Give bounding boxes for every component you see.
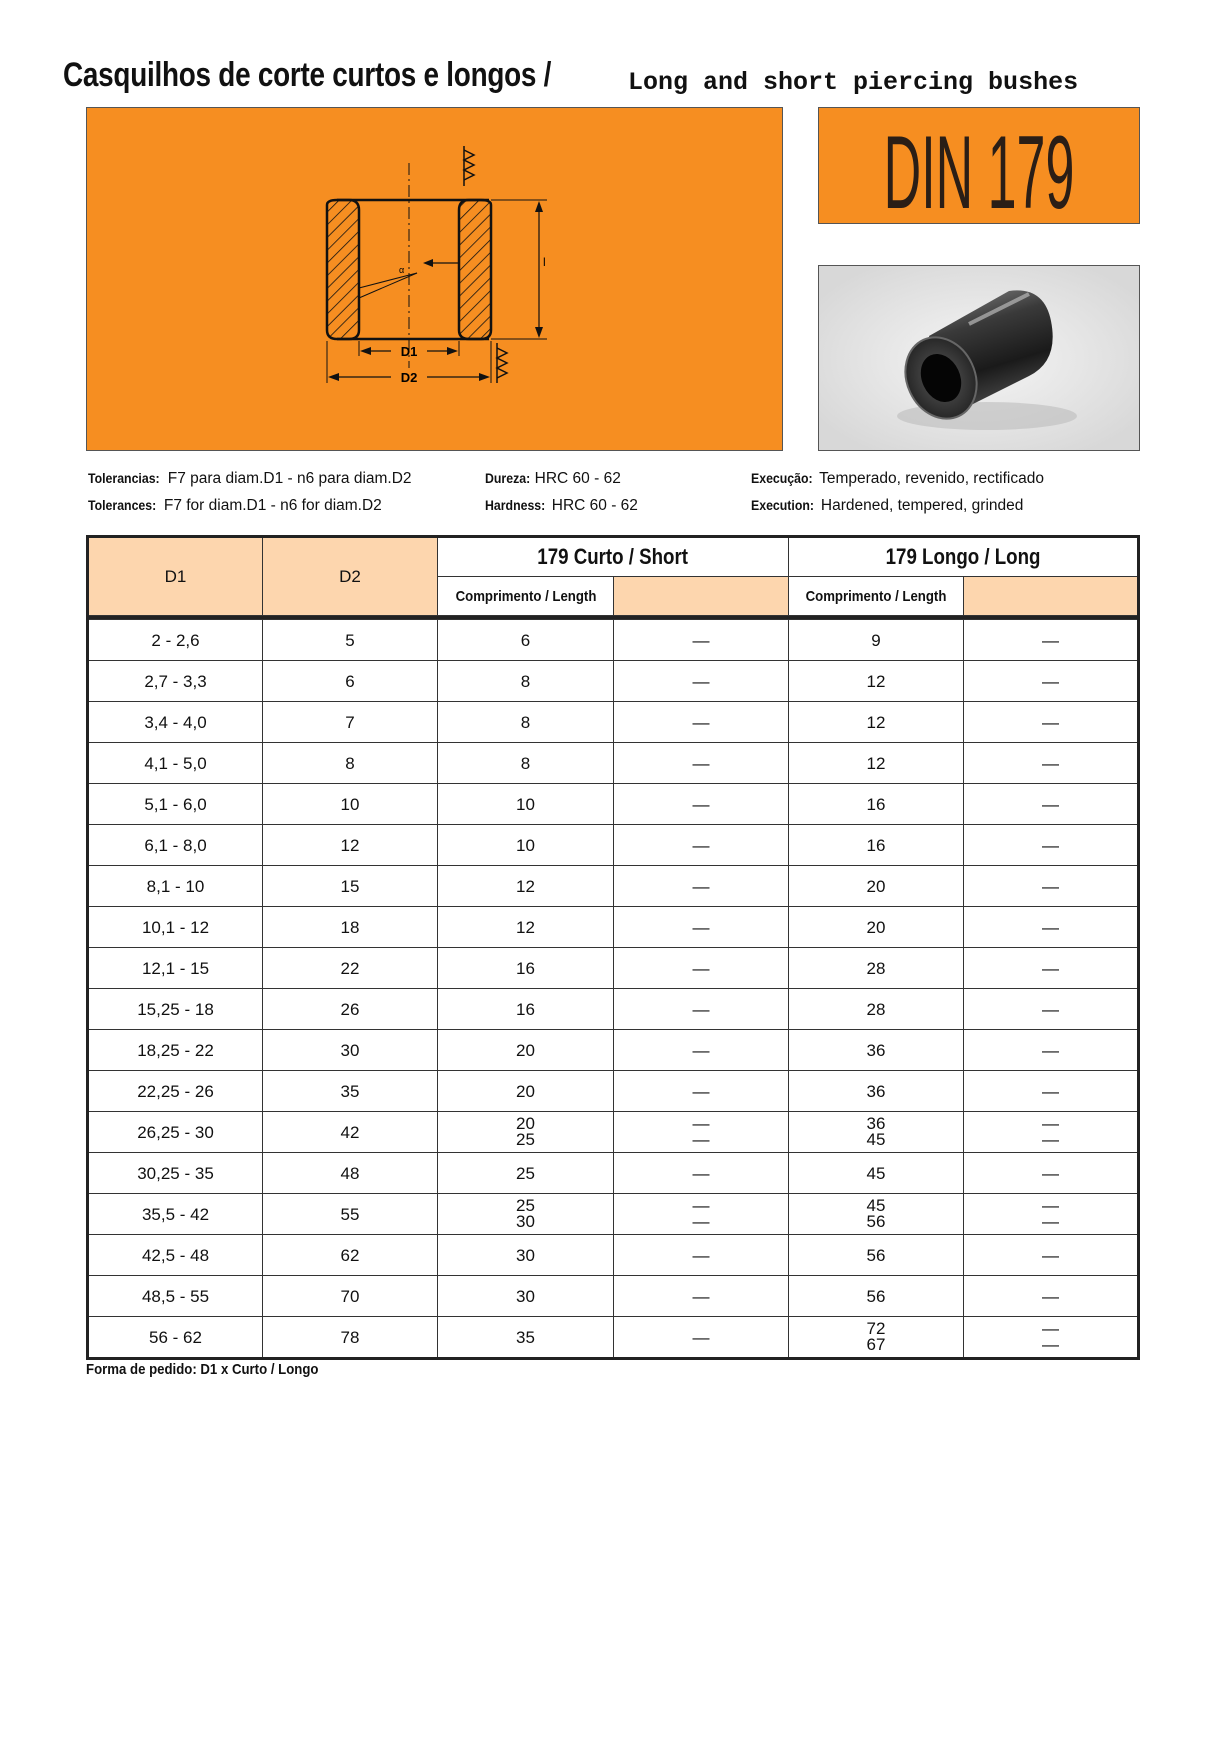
cell-short-length-value: 30 [516,1245,535,1265]
cell-short-length-value: 20 [516,1114,535,1133]
cell-long-length [789,1235,964,1276]
table-row [88,1276,1139,1317]
cell-short-length [438,1194,614,1235]
cell-short-extra [614,1194,789,1235]
cell-long-extra [964,1194,1139,1235]
cell-d2 [263,1112,438,1153]
cell-d1-value: 4,1 - 5,0 [144,753,207,773]
cell-long-extra [964,743,1139,784]
page-title [63,56,1079,97]
column-header-d2: D2 [263,537,438,616]
cell-short-extra-value: — [692,1286,710,1306]
cell-d1-value: 6,1 - 8,0 [144,835,207,855]
cell-short-extra [614,1317,789,1359]
spec-label: Execução: [751,470,813,486]
cell-long-extra-value: — [1042,958,1059,978]
cell-d1 [88,1276,263,1317]
cell-short-length [438,743,614,784]
cell-d1-value: 15,25 - 18 [137,999,214,1019]
cell-short-length [438,1030,614,1071]
cell-long-length-value: 20 [866,876,886,896]
cell-long-extra [964,1153,1139,1194]
cell-short-extra-value: — [692,1163,710,1183]
cell-d1 [88,907,263,948]
d2-label: D2 [400,370,418,385]
cell-short-length [438,1235,614,1276]
cell-long-length [789,825,964,866]
subheader-short-length [438,577,614,616]
cell-d1 [88,1194,263,1235]
table-row [88,948,1139,989]
cell-short-length-value: 25 [516,1130,535,1149]
cell-d2 [263,743,438,784]
bush-photo-illustration [819,266,1140,451]
cell-long-extra [964,825,1139,866]
cell-d1 [88,784,263,825]
cell-d2-value: 42 [340,1122,360,1142]
cell-short-length [438,620,614,661]
subheader-long-length [789,577,964,616]
cell-d1 [88,1071,263,1112]
cell-short-length-value: 8 [520,753,531,773]
table-row [88,907,1139,948]
cell-long-extra [964,907,1139,948]
cell-d2 [263,784,438,825]
cell-d2-value: 48 [340,1163,360,1183]
cell-long-length-value: 56 [866,1245,886,1265]
cell-long-extra-value: — [1042,1040,1059,1060]
cell-long-extra-value: — [1042,999,1059,1019]
cell-long-extra-value: — [1042,753,1059,773]
cell-d1-value: 12,1 - 15 [141,958,210,978]
cell-d1 [88,948,263,989]
cell-short-extra-value: — [692,794,710,814]
cell-short-extra [614,825,789,866]
table-row [88,1153,1139,1194]
cell-d2-value: 55 [340,1204,360,1224]
cell-short-extra-value: — [692,958,710,978]
cell-short-length-value: 30 [516,1212,535,1231]
cell-d2 [263,702,438,743]
cell-long-length-value: 28 [866,999,886,1019]
cell-d1-value: 42,5 - 48 [141,1245,210,1265]
cell-short-length [438,702,614,743]
cell-short-extra-value: — [692,1196,710,1215]
cell-short-length [438,1153,614,1194]
cell-short-extra [614,989,789,1030]
cell-d1 [88,702,263,743]
table-row [88,1317,1139,1359]
cell-long-length [789,784,964,825]
cell-long-length [789,948,964,989]
cell-d2 [263,1153,438,1194]
spec-execution-pt [751,470,1044,488]
cell-long-extra-value: — [1042,794,1059,814]
cell-long-extra-value: — [1042,1286,1059,1306]
cell-d1 [88,866,263,907]
cell-short-extra-value: — [692,671,710,691]
table-row [88,866,1139,907]
cell-long-length [789,1071,964,1112]
cell-long-extra-value: — [1042,630,1059,650]
technical-drawing [86,107,783,451]
cell-d1-value: 5,1 - 6,0 [144,794,207,814]
cell-short-length [438,1071,614,1112]
table-row [88,1235,1139,1276]
cell-short-length [438,1112,614,1153]
spec-tolerances-en [88,497,382,515]
cell-long-length-value: 36 [866,1081,886,1101]
cell-short-length-value: 30 [516,1286,535,1306]
cell-d2-value: 78 [340,1327,360,1347]
cell-short-length [438,784,614,825]
cell-long-length-value: 12 [866,753,886,773]
cell-long-length-value: 12 [866,671,886,691]
cell-long-length-value: 56 [866,1286,886,1306]
cell-d2 [263,1194,438,1235]
cell-long-extra [964,989,1139,1030]
cell-long-length-value: 20 [866,917,886,937]
table-row [88,661,1139,702]
d1-label: D1 [400,344,418,359]
cell-d1 [88,1235,263,1276]
cell-short-extra [614,1235,789,1276]
cell-short-length-value: 35 [516,1327,535,1347]
cell-long-length [789,1112,964,1153]
cell-short-extra-value: — [692,753,710,773]
cell-d1-value: 30,25 - 35 [137,1163,214,1183]
cell-long-length-value: 16 [866,794,886,814]
cell-short-extra [614,1276,789,1317]
order-note-text: Forma de pedido: D1 x Curto / Longo [86,1361,319,1378]
cell-d2 [263,661,438,702]
cell-d2-value: 7 [345,712,355,732]
cell-short-extra [614,620,789,661]
cell-short-length [438,1317,614,1359]
cell-d2 [263,1071,438,1112]
table-row [88,620,1139,661]
svg-text:α: α [399,265,405,275]
cell-long-extra-value: — [1042,876,1059,896]
din-number: DIN 179 [883,115,1075,225]
cell-short-extra-value: — [692,835,710,855]
cell-long-length [789,907,964,948]
spec-hardness-en [485,497,638,515]
subheader-long-empty [964,577,1139,616]
cell-long-extra [964,1030,1139,1071]
spec-label: Tolerancias: [88,470,160,486]
cell-long-extra [964,620,1139,661]
title-english: Long and short piercing bushes [628,68,1079,97]
cell-long-length [789,661,964,702]
cell-long-extra-value: — [1042,1081,1059,1101]
cell-d2-value: 35 [340,1081,360,1101]
cell-d1-value: 48,5 - 55 [141,1286,210,1306]
spec-tolerances-pt [88,470,412,488]
cell-d2-value: 5 [345,630,355,650]
cell-short-length-value: 8 [520,671,531,691]
cell-short-extra-value: — [692,1130,710,1149]
table-row [88,702,1139,743]
cell-d2 [263,1030,438,1071]
cell-short-extra-value: — [692,630,710,650]
cell-long-extra-value: — [1042,1114,1059,1133]
cell-long-extra [964,1317,1139,1359]
cell-long-length-value: 67 [866,1335,886,1354]
cell-long-length [789,1194,964,1235]
column-header-d1: D1 [88,537,263,616]
cell-d2 [263,825,438,866]
spec-value: Hardened, tempered, grinded [820,497,1024,514]
cell-short-length [438,661,614,702]
spec-value: F7 para diam.D1 - n6 para diam.D2 [167,470,412,487]
cell-long-length [789,989,964,1030]
cell-short-length [438,989,614,1030]
group-header-short [438,537,789,577]
cell-short-extra-value: — [692,1245,710,1265]
cell-d2-value: 15 [340,876,360,896]
table-row [88,989,1139,1030]
cell-d1-value: 10,1 - 12 [141,917,210,937]
cell-d1-value: 8,1 - 10 [146,876,205,896]
cell-short-extra [614,1030,789,1071]
cell-d1 [88,1112,263,1153]
cell-long-extra [964,866,1139,907]
table-row [88,1112,1139,1153]
cell-long-extra [964,1112,1139,1153]
subheader-text: Comprimento / Length [805,587,947,605]
cell-short-extra [614,866,789,907]
cell-d1-value: 22,25 - 26 [137,1081,214,1101]
group-header-short-text: 179 Curto / Short [537,544,689,569]
table-body [88,616,1139,1359]
cell-short-extra-value: — [692,1327,710,1347]
cell-short-length-value: 10 [516,794,535,814]
cell-short-length-value: 6 [520,630,531,650]
cell-short-length-value: 16 [516,958,535,978]
cell-short-length [438,948,614,989]
spec-execution-en [751,497,1023,515]
cell-short-extra-value: — [692,1081,710,1101]
cell-d2 [263,989,438,1030]
cell-long-length [789,702,964,743]
cell-short-length-value: 12 [516,917,535,937]
cell-long-extra-value: — [1042,1335,1059,1354]
cell-short-extra-value: — [692,999,710,1019]
cell-d2 [263,1317,438,1359]
cell-long-length-value: 9 [871,630,881,650]
cell-long-length-value: 28 [866,958,886,978]
cell-short-length-value: 16 [516,999,535,1019]
cell-short-extra [614,1071,789,1112]
cell-long-extra [964,1235,1139,1276]
cell-d2-value: 26 [340,999,360,1019]
table-row [88,1030,1139,1071]
cell-d1 [88,1153,263,1194]
table-row [88,1194,1139,1235]
spec-value: HRC 60 - 62 [534,470,621,487]
cell-d1 [88,620,263,661]
cell-short-length [438,825,614,866]
cell-d1 [88,1030,263,1071]
cell-short-extra [614,661,789,702]
cell-long-extra-value: — [1042,1212,1059,1231]
cell-short-length-value: 25 [516,1196,535,1215]
cell-long-extra [964,1071,1139,1112]
cell-d2-value: 6 [345,671,355,691]
cell-long-extra [964,702,1139,743]
cell-short-length [438,866,614,907]
spec-value: HRC 60 - 62 [551,497,638,514]
cell-d2-value: 22 [340,958,360,978]
table-row [88,1071,1139,1112]
cell-short-length-value: 20 [516,1040,535,1060]
cell-short-length-value: 12 [516,876,535,896]
cell-d2-value: 62 [340,1245,360,1265]
cell-long-extra-value: — [1042,1163,1059,1183]
cell-d1-value: 18,25 - 22 [137,1040,214,1060]
cell-d2 [263,866,438,907]
cell-short-extra-value: — [692,917,710,937]
cell-d2-value: 70 [340,1286,360,1306]
cell-short-length [438,1276,614,1317]
cell-long-length-value: 45 [866,1196,886,1215]
cell-d1 [88,825,263,866]
spec-value: F7 for diam.D1 - n6 for diam.D2 [163,497,382,514]
cell-long-length-value: 72 [866,1319,886,1338]
cell-long-extra-value: — [1042,671,1059,691]
cell-short-extra [614,743,789,784]
cell-d2-value: 12 [340,835,360,855]
cell-long-length-value: 16 [866,835,886,855]
cell-short-extra-value: — [692,876,710,896]
cell-long-extra-value: — [1042,1130,1059,1149]
length-label: l [543,255,546,269]
cell-long-length [789,1153,964,1194]
cell-long-length-value: 45 [866,1163,886,1183]
subheader-short-empty [614,577,789,616]
cell-d1 [88,743,263,784]
cell-short-extra-value: — [692,1040,710,1060]
title-portuguese: Casquilhos de corte curtos e longos / [63,56,552,94]
cell-short-extra-value: — [692,712,710,732]
group-header-long-text: 179 Longo / Long [885,544,1041,569]
subheader-text: Comprimento / Length [455,587,596,605]
cell-short-extra-value: — [692,1212,710,1231]
cell-short-extra [614,1112,789,1153]
cell-d2-value: 10 [340,794,360,814]
cell-long-extra-value: — [1042,835,1059,855]
cell-short-extra [614,948,789,989]
cell-d2 [263,1235,438,1276]
cell-short-extra [614,784,789,825]
cell-d2 [263,620,438,661]
cell-short-extra [614,1153,789,1194]
cell-long-extra-value: — [1042,1196,1059,1215]
cell-d1 [88,989,263,1030]
cell-long-extra-value: — [1042,1319,1059,1338]
cell-long-length [789,1030,964,1071]
dimensions-table [86,535,1140,1360]
bush-cross-section-diagram [87,108,784,452]
cell-d1-value: 35,5 - 42 [141,1204,210,1224]
cell-short-length-value: 20 [516,1081,535,1101]
table-row [88,825,1139,866]
cell-d2-value: 30 [340,1040,360,1060]
cell-long-length-value: 45 [866,1130,886,1149]
cell-long-length [789,866,964,907]
cell-d2-value: 18 [340,917,360,937]
cell-long-length-value: 36 [866,1040,886,1060]
cell-long-extra-value: — [1042,1245,1059,1265]
cell-d1 [88,661,263,702]
product-photo [818,265,1140,451]
cell-d1 [88,1317,263,1359]
cell-long-extra [964,1276,1139,1317]
spec-value: Temperado, revenido, rectificado [819,470,1044,487]
cell-short-length-value: 10 [516,835,535,855]
cell-long-extra [964,661,1139,702]
cell-d1-value: 56 - 62 [149,1327,202,1347]
cell-short-length [438,907,614,948]
cell-long-length-value: 12 [866,712,886,732]
group-header-long [789,537,1139,577]
cell-d2 [263,1276,438,1317]
order-note [86,1361,350,1378]
cell-short-extra-value: — [692,1114,710,1133]
spec-hardness-pt [485,470,621,488]
cell-long-length [789,743,964,784]
cell-d2-value: 8 [345,753,355,773]
cell-long-length [789,620,964,661]
din-standard-badge [818,107,1140,224]
cell-short-length-value: 25 [516,1163,535,1183]
cell-long-extra [964,784,1139,825]
cell-long-length [789,1317,964,1359]
spec-label: Tolerances: [88,497,157,513]
cell-short-length-value: 8 [520,712,531,732]
spec-label: Dureza: [485,470,531,486]
cell-d1-value: 2 - 2,6 [151,630,200,650]
cell-short-extra [614,702,789,743]
cell-d1-value: 3,4 - 4,0 [144,712,207,732]
cell-long-extra-value: — [1042,712,1059,732]
cell-d1-value: 26,25 - 30 [137,1122,214,1142]
cell-long-length [789,1276,964,1317]
cell-long-extra [964,948,1139,989]
table-row [88,743,1139,784]
cell-d2 [263,907,438,948]
spec-label: Execution: [751,497,814,513]
table-row [88,784,1139,825]
spec-label: Hardness: [485,497,546,513]
cell-d1-value: 2,7 - 3,3 [144,671,207,691]
cell-long-extra-value: — [1042,917,1059,937]
cell-short-extra [614,907,789,948]
cell-long-length-value: 56 [866,1212,886,1231]
cell-long-length-value: 36 [866,1114,886,1133]
cell-d2 [263,948,438,989]
